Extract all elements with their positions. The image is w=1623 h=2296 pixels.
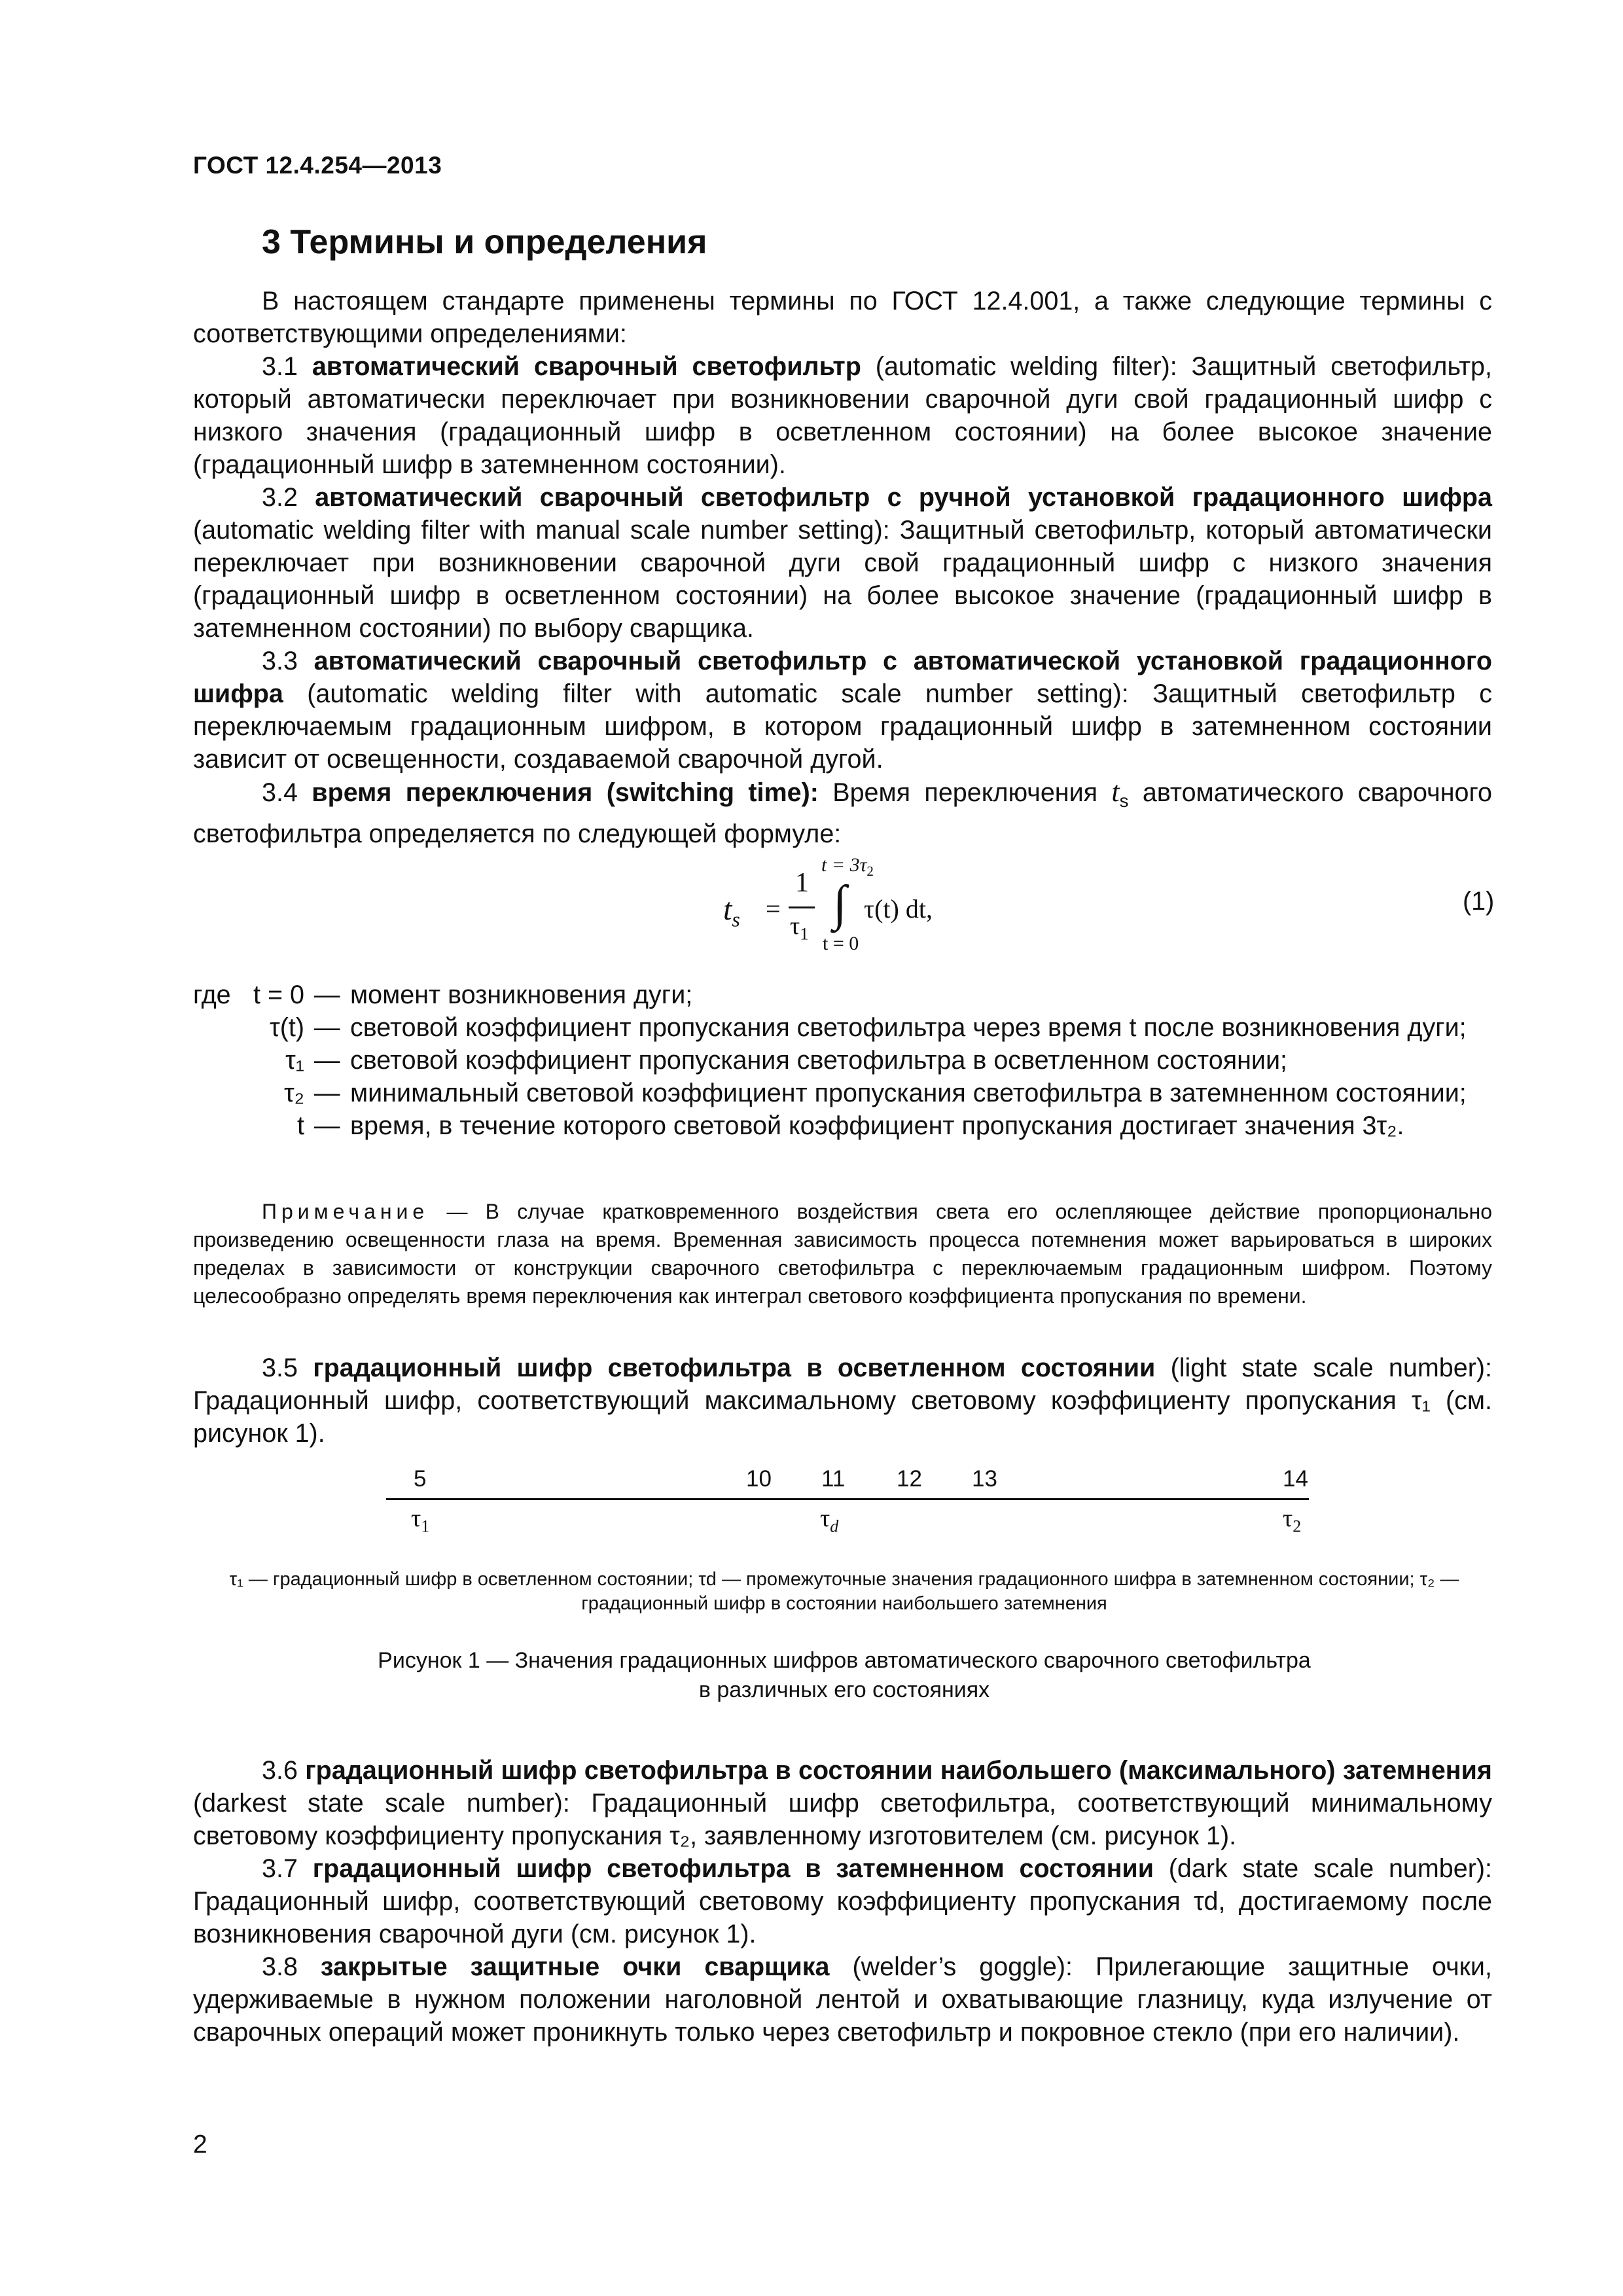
term-name: автоматический сварочный светофильтр с ручной установкой градационного шифра: [315, 483, 1492, 512]
legend-symbol: τ₁: [285, 1046, 304, 1075]
switching-time-formula: [717, 854, 1044, 965]
term-number: 3.2: [262, 483, 298, 512]
note-text: — В случае кратковременного воздействия света его ослепляющее действие пропорционально произведению освещенности глаза на время. Временная зависимость процесса потемнения может варьироваться в широких пределах в зависимости от конструкции сварочного светофильтра с переключаемым градационным шифром. Поэтому целесообразно определять время переключения как интеграл светового коэффициента пропускания по времени.: [193, 1200, 1492, 1308]
term-number: 3.6: [262, 1756, 298, 1785]
figure-caption: [216, 1646, 1472, 1705]
scale-number-figure: [386, 1466, 1309, 1558]
term-definition: Время переключения: [818, 778, 1112, 807]
section-title: 3 Термины и определения: [262, 223, 707, 261]
body-text-mid: [193, 1352, 1492, 1450]
term-name: градационный шифр светофильтра в затемненном состоянии: [312, 1854, 1154, 1883]
legend-row: t — время, в течение которого световой коэффициент пропускания достигает значения 3τ₂.: [193, 1109, 1495, 1142]
figure-caption-line: Рисунок 1 — Значения градационных шифров автоматического сварочного светофильтра: [378, 1648, 1311, 1673]
scale-tau-label: $\tau_2$: [1283, 1505, 1302, 1536]
legend-row: где t = 0 — момент возникновения дуги;: [193, 978, 1495, 1011]
term-3-6: [193, 1754, 1492, 1852]
legend-definition: световой коэффициент пропускания светофильтра в осветленном состоянии;: [350, 1046, 1288, 1075]
term-name: градационный шифр светофильтра в состоянии наибольшего (максимального) затемнения: [305, 1756, 1492, 1785]
legend-symbol: t = 0: [253, 980, 304, 1009]
legend-symbol: τ₂: [284, 1079, 304, 1107]
term-number: 3.3: [262, 647, 298, 675]
term-3-2: [193, 481, 1492, 645]
page-number: 2: [193, 2130, 207, 2159]
scale-tick-label: 10: [746, 1466, 772, 1492]
term-number: 3.4: [262, 778, 298, 807]
term-3-4: [193, 776, 1492, 850]
legend-definition: время, в течение которого световой коэффициент пропускания достигает значения 3τ₂.: [350, 1111, 1404, 1140]
integral-upper-limit: $t = 3\tau_2$: [821, 854, 874, 879]
note-label: Примечание: [262, 1200, 429, 1223]
term-definition: (automatic welding filter with manual scale number setting): Защитный светофильтр, который автоматически переключает при возникновении сварочной дуги свой градационный шифр с низкого значения (градационный шифр в осветленном состоянии) на более высокое значение (градационный шифр в затемненном состоянии) по выбору сварщика.: [193, 516, 1492, 643]
scale-line: [386, 1498, 1309, 1500]
scale-tau-label: $\tau_1$: [411, 1505, 430, 1536]
fraction-bar: [789, 906, 815, 908]
scale-tau-label: $\tau_d$: [820, 1505, 839, 1536]
equation-number: (1): [1463, 887, 1495, 916]
term-number: 3.8: [262, 1952, 298, 1981]
symbol-sub: s: [1119, 790, 1129, 811]
legend-row: τ₁ — световой коэффициент пропускания светофильтра в осветленном состоянии;: [193, 1044, 1495, 1077]
formula-equals: =: [766, 894, 781, 924]
term-definition: (automatic welding filter): Защитный светофильтр, который автоматически переключает при возникновении сварочной дуги свой градационный шифр с низкого значения (градационный шифр в осветленном состоянии) на более высокое значение (градационный шифр в затемненном состоянии).: [193, 352, 1492, 479]
legend-definition: момент возникновения дуги;: [350, 980, 693, 1009]
legend-lead: где: [193, 980, 231, 1009]
integral-lower-limit: t = 0: [823, 933, 859, 954]
legend-row: τ₂ — минимальный световой коэффициент пропускания светофильтра в затемненном состоянии;: [193, 1077, 1495, 1109]
scale-tick-label: 11: [821, 1466, 846, 1492]
legend-definition: минимальный световой коэффициент пропускания светофильтра в затемненном состоянии;: [350, 1079, 1467, 1107]
term-definition: (welder’s goggle): Прилегающие защитные очки, удерживаемые в нужном положении наголовной лентой и охватывающие глазницу, куда излучение от сварочных операций может проникнуть только через светофильтр и покровное стекло (при его наличии).: [193, 1952, 1492, 2047]
note-block: [193, 1198, 1492, 1310]
term-definition: (dark state scale number): Градационный шифр, соответствующий световому коэффициенту пропускания τd, достигаемому после возникновения сварочной дуги (см. рисунок 1).: [193, 1854, 1492, 1948]
legend-symbol: τ(t): [270, 1013, 304, 1042]
scale-tick-label: 12: [897, 1466, 922, 1492]
term-3-5: [193, 1352, 1492, 1450]
legend-symbol: t: [297, 1111, 304, 1140]
legend-row: τ(t) — световой коэффициент пропускания светофильтра через время t после возникновения дуги;: [193, 1011, 1495, 1044]
term-name: время переключения (switching time):: [312, 778, 819, 807]
term-number: 3.7: [262, 1854, 298, 1883]
legend-definition: световой коэффициент пропускания светофильтра через время t после возникновения дуги;: [350, 1013, 1467, 1042]
integral-sign: ∫: [833, 876, 847, 931]
formula-integrand: τ(t) dt,: [864, 894, 933, 924]
term-number: 3.1: [262, 352, 298, 381]
term-definition: (automatic welding filter with automatic scale number setting): Защитный светофильтр с переключаемым градационным шифром, в котором градационный шифр в затемненном состоянии зависит от освещенности, создаваемой сварочной дугой.: [193, 679, 1492, 774]
symbol-t: t: [1111, 776, 1120, 808]
body-text-top: [193, 285, 1492, 850]
term-definition: (light state scale number): Градационный шифр, соответствующий максимальному световому коэффициенту пропускания τ₁ (см. рисунок 1).: [193, 1354, 1492, 1448]
term-3-1: [193, 350, 1492, 481]
scale-tick-label: 13: [972, 1466, 997, 1492]
scale-tick-label: 5: [414, 1466, 427, 1492]
term-name: автоматический сварочный светофильтр с автоматической установкой градационного шифра: [193, 647, 1492, 708]
term-3-7: [193, 1852, 1492, 1950]
scale-tick-label: 14: [1283, 1466, 1308, 1492]
document-header: ГОСТ 12.4.254—2013: [193, 152, 442, 179]
term-name: автоматический сварочный светофильтр: [312, 352, 861, 381]
figure-caption-line: в различных его состояниях: [698, 1677, 990, 1702]
term-number: 3.5: [262, 1354, 298, 1382]
term-3-8: [193, 1950, 1492, 2049]
term-name: закрытые защитные очки сварщика: [320, 1952, 830, 1981]
figure-legend: τ₁ — градационный шифр в осветленном состоянии; τd — промежуточные значения градационного шифра в затемненном состоянии; τ₂ — градационный шифр в состоянии наибольшего затемнения: [229, 1569, 1459, 1614]
intro-paragraph: В настоящем стандарте применены термины по ГОСТ 12.4.001, а также следующие термины с соответствующими определениями:: [193, 287, 1492, 348]
formula-denominator: $\tau_1$: [790, 912, 809, 944]
term-name: градационный шифр светофильтра в осветленном состоянии: [313, 1354, 1156, 1382]
formula-lhs: $t_s$: [723, 892, 740, 931]
formula-legend: [193, 978, 1495, 1142]
term-3-3: [193, 645, 1492, 776]
formula-numerator: 1: [795, 868, 809, 898]
body-text-bottom: [193, 1754, 1492, 2049]
term-definition: (darkest state scale number): Градационный шифр светофильтра, соответствующий минимальному световому коэффициенту пропускания τ₂, заявленному изготовителем (см. рисунок 1).: [193, 1789, 1492, 1850]
term-definition-cont: автоматического сварочного светофильтра определяется по следующей формуле:: [193, 778, 1492, 848]
